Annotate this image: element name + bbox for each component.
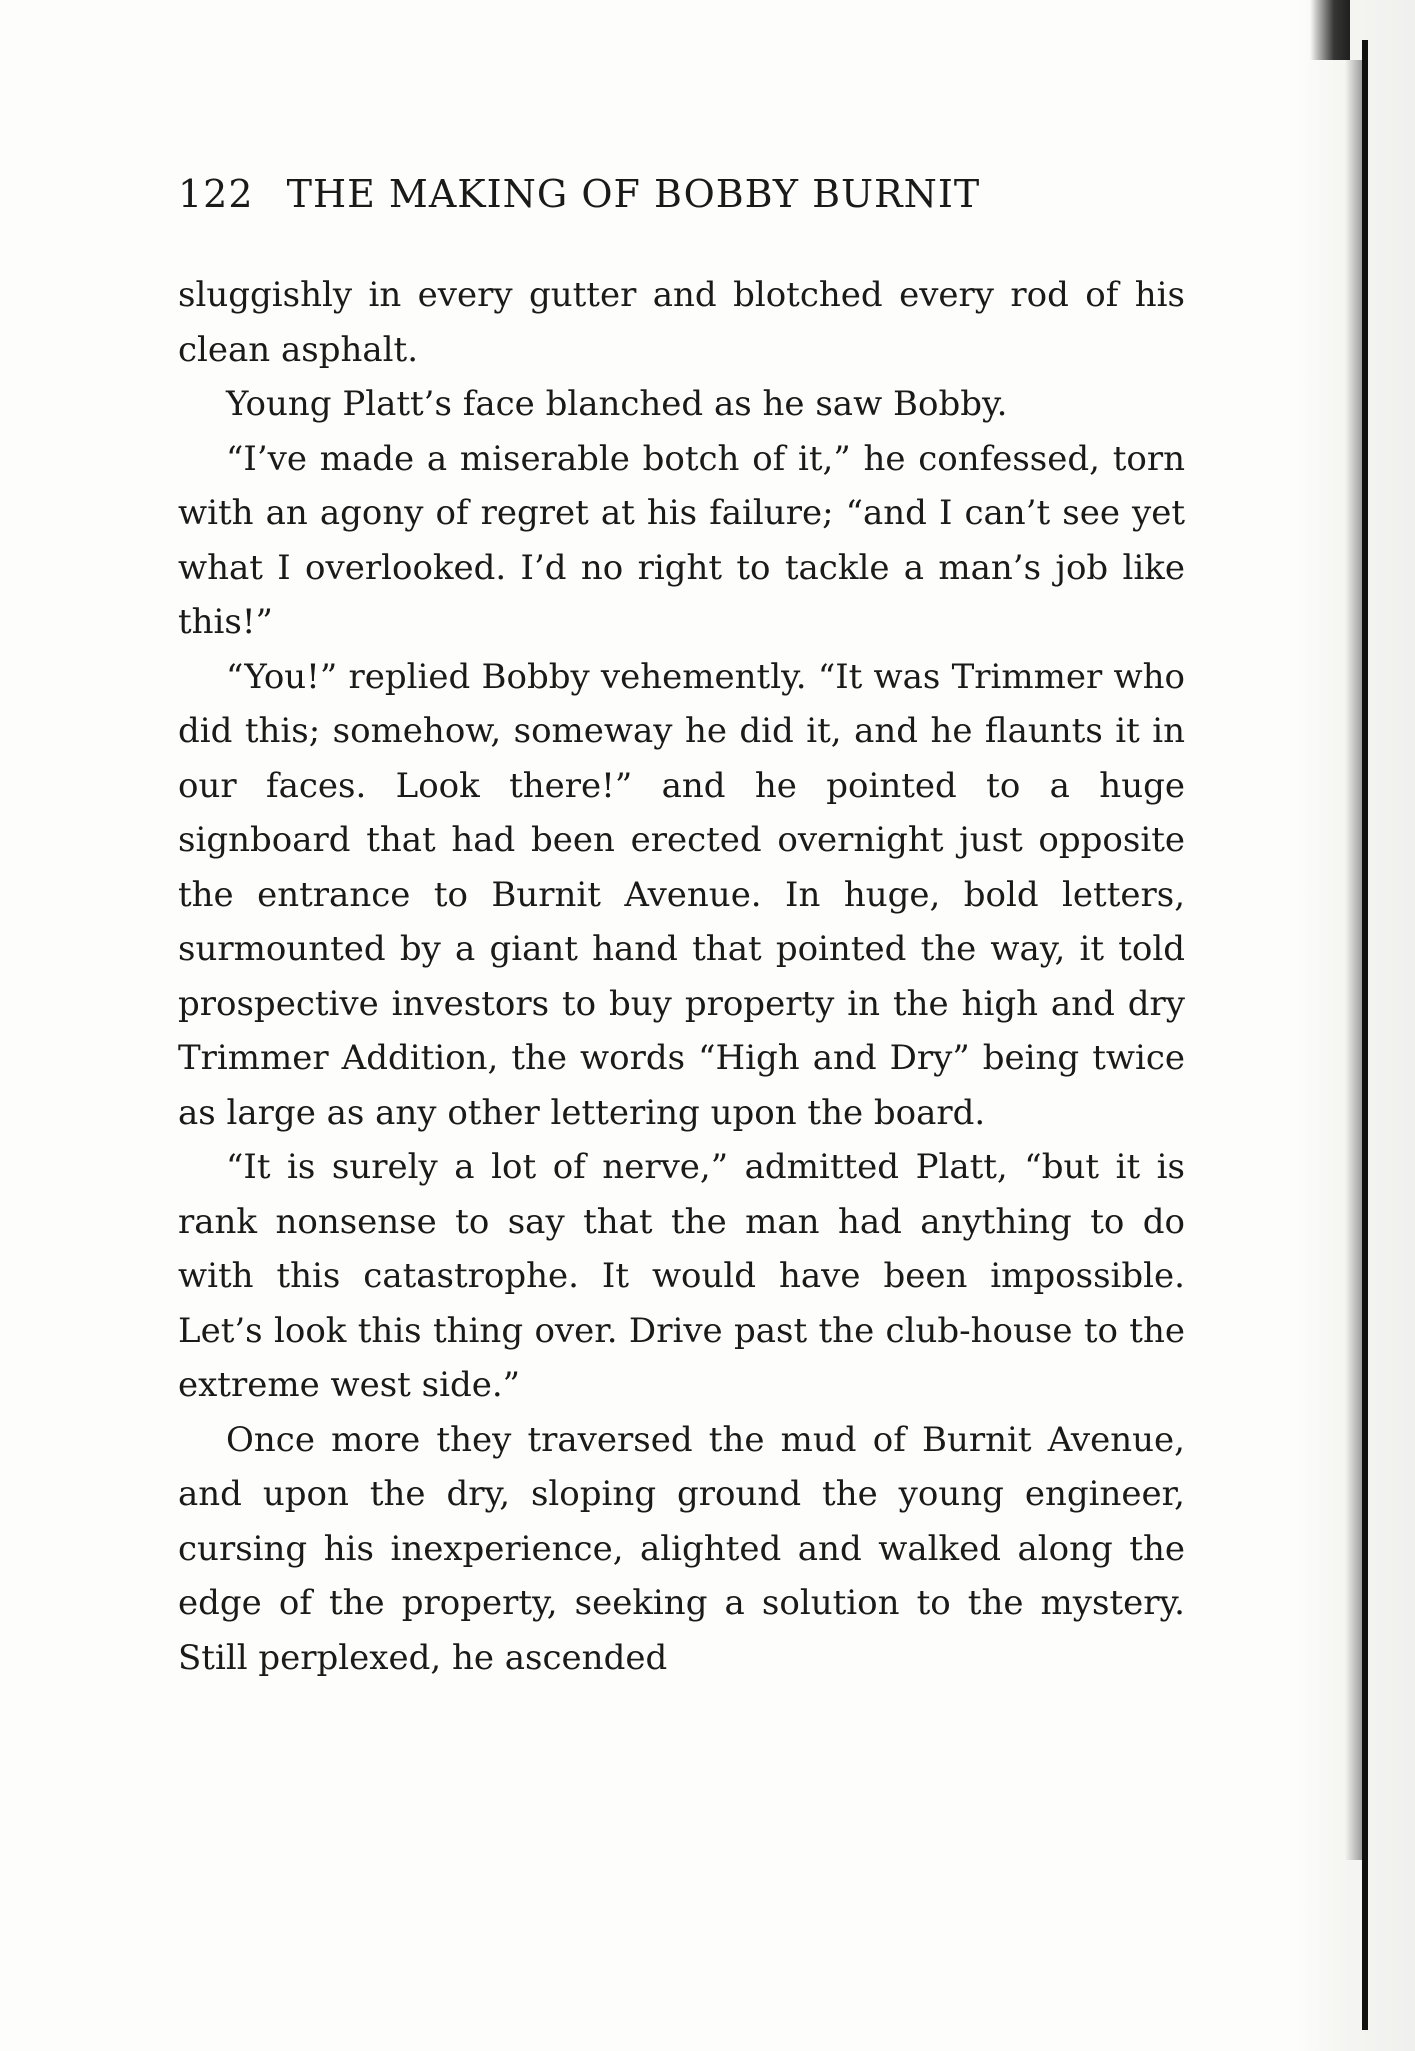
binding-gutter-edge	[1362, 40, 1368, 2030]
book-title: THE MAKING OF BOBBY BURNIT	[286, 172, 981, 216]
binding-gutter-fade	[1345, 60, 1363, 1860]
paragraph: “I’ve made a miserable botch of it,” he confessed, torn with an agony of regret at his failure; “and I can’t see yet what I overlooked. I’d no right to tackle a man’s job like this!”	[178, 438, 1185, 642]
binding-gutter-top-mark	[1310, 0, 1350, 60]
body-text	[178, 268, 1185, 1685]
paragraph-continued: sluggishly in every gutter and blotched every rod of his clean asphalt.	[178, 275, 1185, 370]
page-number: 122	[178, 172, 254, 216]
paragraph: Young Platt’s face blanched as he saw Bobby.	[226, 384, 1008, 424]
paragraph: “You!” replied Bobby vehemently. “It was Trimmer who did this; somehow, someway he did it, and he flaunts it in our faces. Look there!” and he pointed to a huge signboard that had been erected overnight just opposite the entrance to Burnit Avenue. In huge, bold letters, surmounted by a giant hand that pointed the way, it told prospective investors to buy property in the high and dry Trimmer Addition, the words “High and Dry” being twice as large as any other lettering upon the board.	[178, 656, 1185, 1133]
paragraph: Once more they traversed the mud of Burnit Avenue, and upon the dry, sloping ground the young engineer, cursing his inexperience, alighted and walked along the edge of the property, seeking a solution to the mystery. Still perplexed, he ascended	[178, 1419, 1185, 1678]
paragraph: “It is surely a lot of nerve,” admitted Platt, “but it is rank nonsense to say that the man had anything to do with this catastrophe. It would have been impossible. Let’s look this thing over. Drive past the club-house to the extreme west side.”	[178, 1147, 1185, 1405]
running-head	[178, 172, 1178, 222]
